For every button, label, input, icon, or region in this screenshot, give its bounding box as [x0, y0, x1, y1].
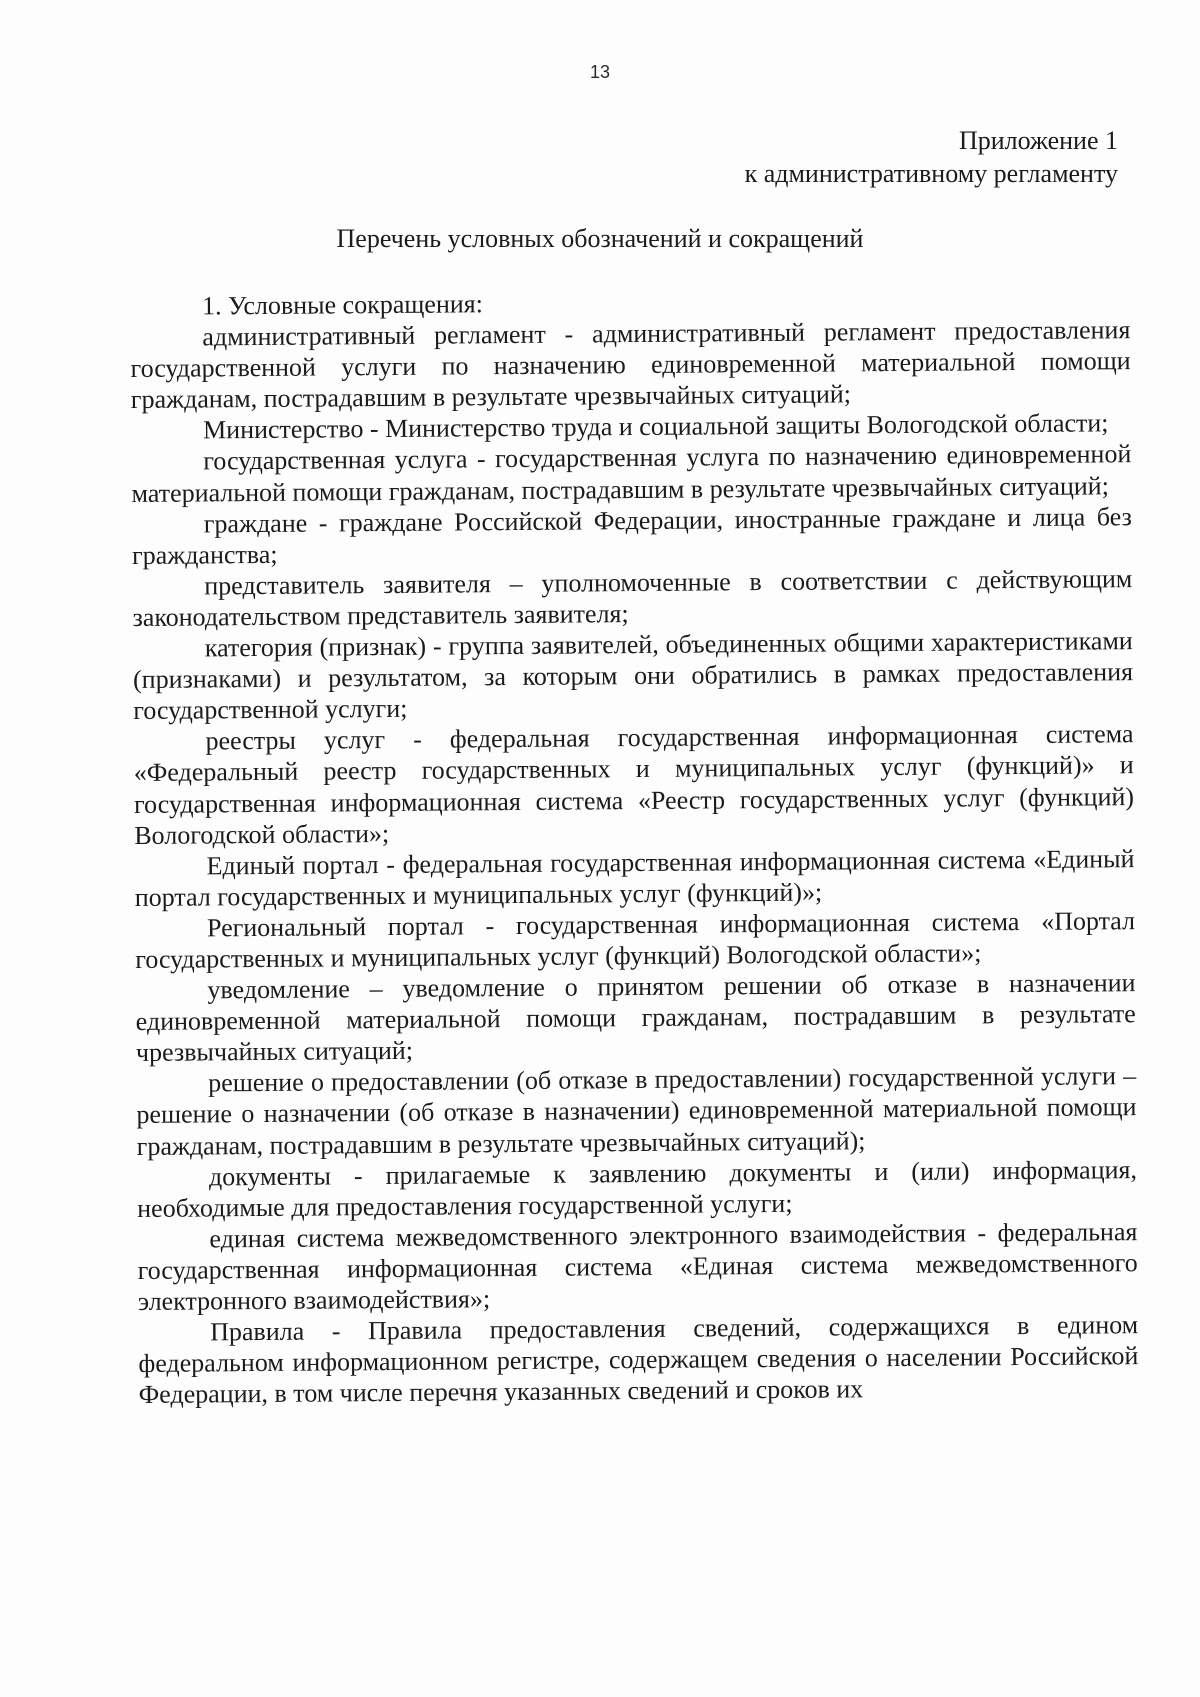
- page-number: 13: [589, 62, 611, 82]
- document-body: [130, 283, 1139, 1410]
- paragraph-definition: Региональный портал - государственная информационная система «Портал государственных и муниципальных услуг (функций) Вологодской области»;: [135, 906, 1136, 974]
- appendix-header: [745, 124, 1118, 190]
- paragraph-definition: уведомление – уведомление о принятом решении об отказе в назначении единовременной материальной помощи гражданам, пострадавшим в результате чрезвычайных ситуаций;: [135, 968, 1136, 1068]
- paragraph-definition: решение о предоставлении (об отказе в предоставлении) государственной услуги – решение о назначении (об отказе в назначении) единовременной материальной помощи гражданам, пострадавшим в результате чрезвычайных ситуаций);: [136, 1061, 1137, 1161]
- paragraph-definition: Министерство - Министерство труда и социальной защиты Вологодской области;: [202, 408, 1109, 445]
- paragraph-definition: представитель заявителя – уполномоченные в соответствии с действующим законодательством представитель заявителя;: [132, 563, 1133, 632]
- paragraph-definition: административный регламент - административный регламент предоставления государственной услуги по назначению единовременной материальной помощи гражданам, пострадавшим в результате чрезвычайных ситуаций;: [130, 315, 1131, 415]
- paragraph-definition: Правила - Правила предоставления сведений, содержащихся в едином федеральном информационном регистре, содержащем сведения о населении Российской Федерации, в том числе перечня указанных сведений и сроков их: [138, 1310, 1139, 1410]
- paragraph-section-heading: 1. Условные сокращения:: [202, 289, 484, 321]
- appendix-reference: к административному регламенту: [744, 159, 1118, 188]
- paragraph-definition: единая система межведомственного электронного взаимодействия - федеральная государственная информационная система «Единая система межведомственного электронного взаимодействия»;: [137, 1216, 1138, 1316]
- paragraph-definition: Единый портал - федеральная государственная информационная система «Единый портал государственных и муниципальных услуг (функций)»;: [134, 843, 1135, 912]
- paragraph-definition: категория (признак) - группа заявителей, объединенных общими характеристиками (признаками) и результатом, за которым они обратились в рамках предоставления государственной услуги;: [132, 626, 1134, 726]
- document-title: Перечень условных обозначений и сокращений: [336, 224, 864, 253]
- paragraph-definition: государственная услуга - государственная услуга по назначению единовременной материальной помощи гражданам, пострадавшим в результате чрезвычайных ситуаций;: [131, 439, 1132, 508]
- paragraph-definition: граждане - граждане Российской Федерации, иностранные граждане и лица без гражданства;: [131, 501, 1132, 570]
- paragraph-definition: документы - прилагаемые к заявлению документы и (или) информация, необходимые для предоставления государственной услуги;: [137, 1154, 1138, 1223]
- paragraph-definition: реестры услуг - федеральная государственная информационная система «Федеральный реестр государственных и муниципальных услуг (функций)» и государственная информационная система «Реестр государственных услуг (функций) Вологодской области»;: [133, 719, 1135, 850]
- appendix-label: Приложение 1: [958, 126, 1118, 155]
